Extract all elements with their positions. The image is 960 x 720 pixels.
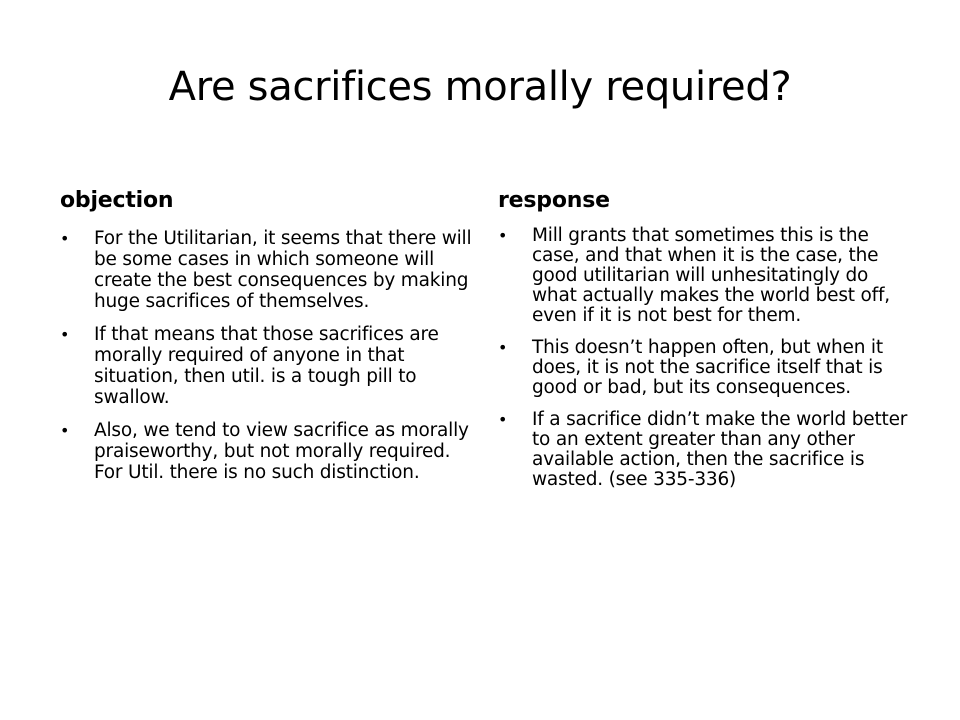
response-column xyxy=(498,188,918,502)
objection-bullet-2 xyxy=(60,324,480,408)
objection-bullet-text-3: Also, we tend to view sacrifice as morally praiseworthy, but not morally required. For Util. there is no such distinction. xyxy=(94,420,469,484)
response-bullet-text-3: If a sacrifice didn’t make the world better to an extent greater than any other available action, then the sacrifice is wasted. (see 335-336) xyxy=(532,409,908,491)
response-bullet-list xyxy=(498,226,918,490)
objection-heading: objection xyxy=(60,188,174,213)
objection-column xyxy=(60,188,480,495)
objection-bullet-text-2: If that means that those sacrifices are morally required of anyone in that situation, then util. is a tough pill to swallow. xyxy=(94,324,439,409)
response-bullet-3 xyxy=(498,410,918,490)
response-bullet-text-1: Mill grants that sometimes this is the case, and that when it is the case, the good utilitarian will unhesitatingly do what actually makes the world best off, even if it is not best for them. xyxy=(532,225,890,327)
objection-bullet-list xyxy=(60,228,480,483)
objection-bullet-1 xyxy=(60,228,480,312)
bullet-dot-icon: • xyxy=(60,229,70,249)
objection-bullet-text-1: For the Utilitarian, it seems that there will be some cases in which someone will create the best consequences by making huge sacrifices of themselves. xyxy=(94,228,472,313)
objection-bullet-3 xyxy=(60,420,480,483)
bullet-dot-icon: • xyxy=(60,325,70,345)
slide-title: Are sacrifices morally required? xyxy=(168,64,792,110)
response-bullet-2 xyxy=(498,338,918,398)
response-bullet-1 xyxy=(498,226,918,326)
bullet-dot-icon: • xyxy=(498,410,508,430)
bullet-dot-icon: • xyxy=(498,338,508,358)
response-heading: response xyxy=(498,188,610,213)
bullet-dot-icon: • xyxy=(60,421,70,441)
bullet-dot-icon: • xyxy=(498,226,508,246)
response-bullet-text-2: This doesn’t happen often, but when it does, it is not the sacrifice itself that is good or bad, but its consequences. xyxy=(532,337,883,399)
